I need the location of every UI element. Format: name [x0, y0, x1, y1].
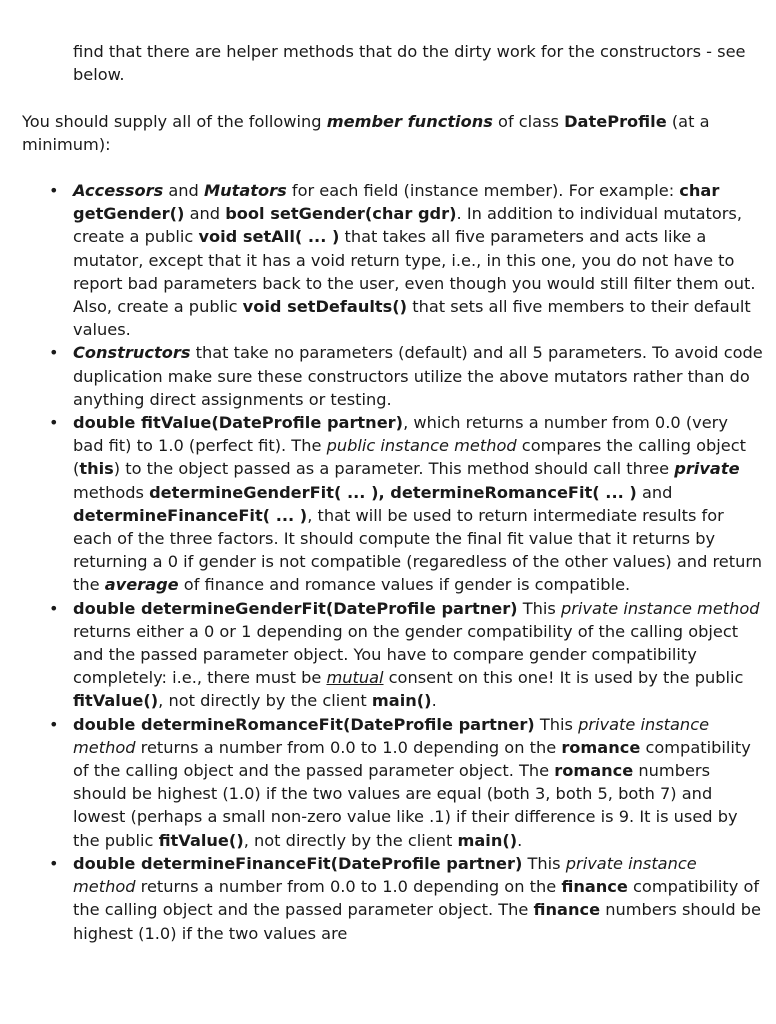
list-item-finance-fit: • double determineFinanceFit(DateProfile partner) This private instance method returns a number from 0.0 to 1.0 depending on the finance compatibility of the calling object and the passed parameter object. The finance numbers should be highest (1.0) if the two values are [73, 852, 763, 945]
mutual-emphasis: mutual [326, 668, 384, 688]
member-functions-emphasis: member functions [326, 112, 493, 131]
list-item-fit-value: • double fitValue(DateProfile partner), which returns a number from 0.0 (very bad fit) to 1.0 (perfect fit). The public instance method compares the calling object (this) to the object passed as a parameter. This method should call three private methods determineGenderFit( ... ), determineRomanceFit( ... ) and determineFinanceFit( ... ), that will be used to return intermediate results for each of the three factors. It should compute the final fit value that it returns by returning a 0 if gender is not compatible (regaredless of the other values) and return the average of finance and romance values if gender is compatible. [73, 411, 763, 597]
intro-text: find that there are helper methods that do the dirty work for the constructors - see below. [73, 42, 746, 85]
requirements-lead-paragraph: You should supply all of the following member functions of class DateProfile (at a minimum): [22, 112, 710, 155]
list-item-constructors: • Constructors that take no parameters (default) and all 5 parameters. To avoid code duplication make sure these constructors utilize the above mutators rather than do anything direct assignments or testing. [73, 341, 763, 411]
list-item-accessors-mutators: • Accessors and Mutators for each field (instance member). For example: char getGender() and bool setGender(char gdr). In addition to individual mutators, create a public void setAll( ... ) that takes all five parameters and acts like a mutator, except that it has a void return type, i.e., in this one, you do not have to report bad parameters back to the user, even though you would still filter them out. Also, create a public void setDefaults() that sets all five members to their default values. [73, 179, 763, 341]
list-item-gender-fit: • double determineGenderFit(DateProfile partner) This private instance method returns either a 0 or 1 depending on the gender compatibility of the calling object and the passed parameter object. You have to compare gender compatibility completely: i.e., there must be mutual consent on this one! It is used by the public fitValue(), not directly by the client main(). [73, 597, 763, 713]
list-item-romance-fit: • double determineRomanceFit(DateProfile partner) This private instance method returns a number from 0.0 to 1.0 depending on the romance compatibility of the calling object and the passed parameter object. The romance numbers should be highest (1.0) if the two values are equal (both 3, both 5, both 7) and lowest (perhaps a small non-zero value like .1) if their difference is 9. It is used by the public fitValue(), not directly by the client main(). [73, 713, 763, 852]
class-name: DateProfile [564, 112, 667, 131]
member-functions-list [73, 179, 763, 945]
intro-paragraph [73, 40, 753, 86]
